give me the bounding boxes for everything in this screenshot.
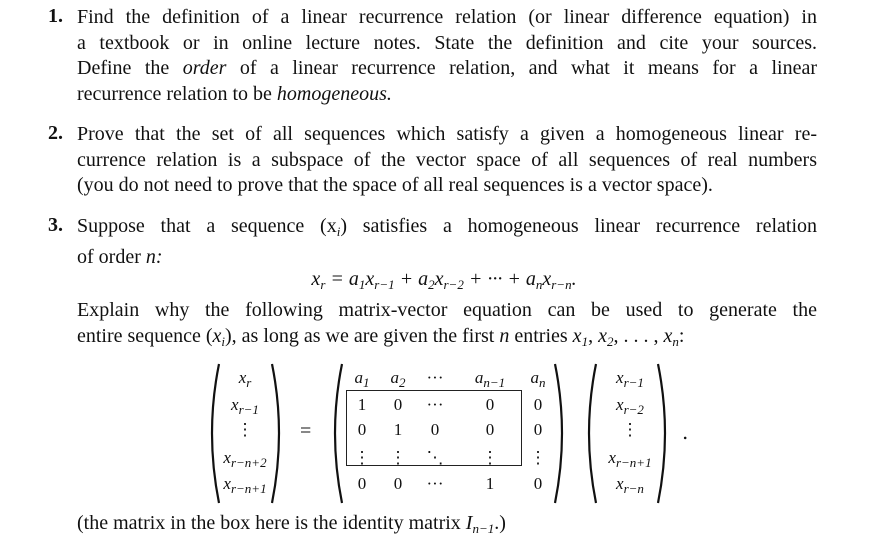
- matrix-entry: ⋮: [389, 448, 407, 467]
- matrix-entry: $a_1$: [354, 368, 370, 390]
- lhs-vector-entry: $x_{r-1}$: [231, 395, 259, 417]
- right-paren: [553, 362, 571, 505]
- matrix-equation: [0, 362, 888, 507]
- matrix-entry: 0: [533, 420, 543, 439]
- problem-text: [77, 5, 817, 107]
- matrix-entry: $a_{n-1}$: [474, 368, 506, 390]
- text-line: Explain why the following matrix-vector equation can be used to generate the: [77, 299, 817, 321]
- text-line: Prove that the set of all sequences which satisfy a given a homogeneous linear re-: [77, 123, 817, 145]
- matrix-entry: 0: [393, 474, 403, 493]
- problem-number: 1.: [48, 5, 63, 27]
- text-line: a textbook or in online lecture notes. State the definition and cite your sources.: [77, 31, 817, 54]
- matrix-entry: 0: [533, 474, 543, 493]
- matrix-entry: ···: [426, 368, 444, 387]
- matrix-entry: 1: [357, 395, 367, 414]
- lhs-vector-entry: $x_r$: [238, 368, 252, 390]
- matrix-entry: 0: [533, 395, 543, 414]
- end-period: .: [682, 420, 689, 444]
- text-line: of order n:: [77, 245, 163, 268]
- lhs-vector-entry: ⋮: [236, 420, 254, 439]
- matrix-entry: ···: [426, 474, 444, 493]
- matrix-entry: 0: [357, 420, 367, 439]
- right-paren: [270, 362, 288, 505]
- matrix-entry: 1: [393, 420, 403, 439]
- rhs-vector-entry: ⋮: [621, 420, 639, 439]
- text-line: Define the order of a linear recurrence relation, and what it means for a linear: [77, 57, 818, 79]
- footnote: (the matrix in the box here is the identity matrix $I_{n-1}$.): [77, 512, 506, 536]
- matrix-entry: ⋮: [481, 448, 499, 467]
- lhs-vector-entry: $x_{r-n+1}$: [223, 474, 267, 496]
- matrix-entry: ⋮: [529, 448, 547, 467]
- matrix-entry: ···: [426, 395, 444, 414]
- left-paren: [580, 362, 598, 505]
- text-line: Find the definition of a linear recurrence relation (or linear difference equation) in: [77, 6, 817, 28]
- text-line: recurrence relation to be homogeneous.: [77, 82, 392, 105]
- text-line: Suppose that a sequence $(x_i)$ satisfies a homogeneous linear recurrence relation: [77, 215, 818, 239]
- rhs-vector-entry: $x_{r-n+1}$: [608, 448, 652, 470]
- problem-number: 2.: [48, 122, 63, 144]
- matrix-entry: $a_2$: [390, 368, 406, 390]
- problem-number: 3.: [48, 214, 63, 236]
- rhs-vector-entry: $x_{r-n}$: [616, 474, 644, 496]
- equals-sign: =: [300, 420, 312, 442]
- text-line: currence relation is a subspace of the vector space of all sequences of real numbers: [77, 148, 817, 171]
- matrix-entry: 0: [357, 474, 367, 493]
- matrix-entry: 0: [393, 395, 403, 414]
- matrix-entry: $a_n$: [530, 368, 546, 390]
- matrix-entry: 0: [485, 420, 495, 439]
- matrix-entry: ⋱: [426, 448, 444, 467]
- rhs-vector-entry: $x_{r-1}$: [616, 368, 644, 390]
- rhs-vector-entry: $x_{r-2}$: [616, 395, 644, 417]
- text-line: entire sequence $(x_i)$, as long as we are given the first n entries $x_1$, $x_2$, . . . , $x_n$:: [77, 324, 685, 349]
- matrix-entry: 1: [485, 474, 495, 493]
- explain-text: [77, 298, 817, 354]
- recurrence-equation: $x_r = a_1x_{r-1} + a_2x_{r-2}$ + ··· + $a_nx_{r-n}$.: [311, 268, 577, 292]
- problem-text: [77, 214, 817, 270]
- matrix-entry: 0: [485, 395, 495, 414]
- right-paren: [656, 362, 674, 505]
- text-line: (you do not need to prove that the space of all real sequences is a vector space).: [77, 174, 713, 196]
- problem-text: [77, 122, 817, 199]
- matrix-entry: ⋮: [353, 448, 371, 467]
- lhs-vector-entry: $x_{r-n+2}$: [223, 448, 267, 470]
- matrix-entry: 0: [430, 420, 440, 439]
